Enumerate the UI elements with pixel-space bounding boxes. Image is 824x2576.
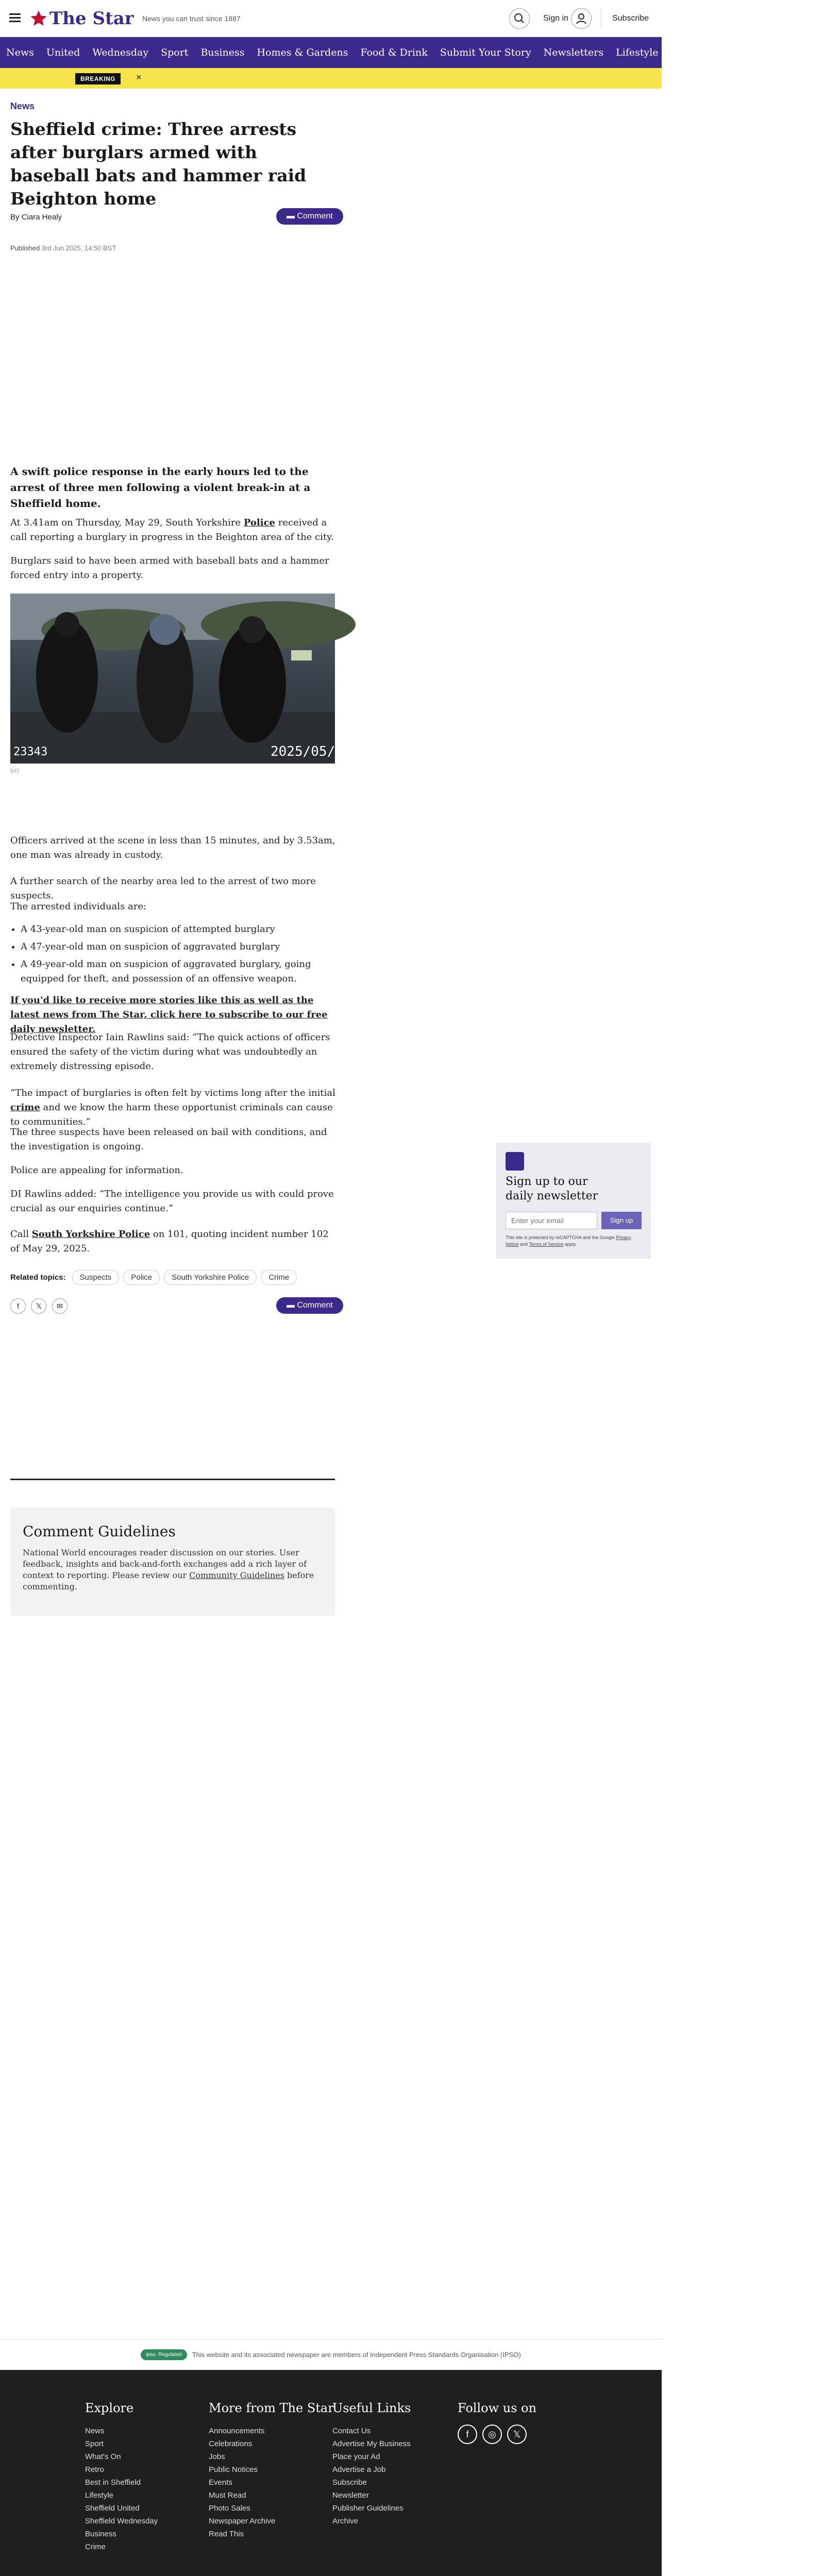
paragraph-7	[10, 1086, 340, 1129]
footer-link[interactable]: Advertise My Business	[332, 2439, 411, 2448]
footer-more	[209, 2401, 334, 2540]
footer-link[interactable]: What's On	[85, 2452, 121, 2461]
footer-follow	[458, 2401, 536, 2444]
comment-icon: ▬	[287, 1301, 297, 1310]
topic-tag[interactable]: Crime	[261, 1270, 297, 1285]
footer-link[interactable]: Advertise a Job	[332, 2465, 386, 2474]
related-label: Related topics:	[10, 1273, 66, 1282]
footer-more-title: More from The Star	[209, 2401, 334, 2415]
privacy-link[interactable]: Privacy Notice	[506, 1235, 631, 1247]
footer-link[interactable]: Lifestyle	[85, 2491, 114, 2500]
nav-item-business[interactable]: Business	[200, 47, 245, 58]
arrested-list	[21, 922, 335, 986]
comment-guidelines-title: Comment Guidelines	[23, 1523, 176, 1540]
image-overlay-id: 23343	[13, 745, 48, 758]
nav-item-news[interactable]: News	[6, 47, 34, 58]
x-twitter-icon[interactable]: 𝕏	[31, 1298, 46, 1314]
tagline: News you can trust since 1887	[142, 14, 241, 23]
footer-useful	[332, 2401, 411, 2528]
comment-button-bottom[interactable]	[276, 1297, 343, 1314]
police-link[interactable]: Police	[243, 517, 275, 528]
footer-link[interactable]: Contact Us	[332, 2427, 371, 2435]
nav-item-sport[interactable]: Sport	[161, 47, 189, 58]
nav-item-advertise[interactable]: Advertise	[770, 47, 818, 58]
facebook-icon[interactable]: f	[458, 2425, 477, 2444]
comment-guidelines-body	[23, 1547, 323, 1592]
site-logo[interactable]	[30, 7, 134, 30]
p1-text-a: At 3.41am on Thursday, May 29, South Yorkshire	[10, 517, 244, 528]
menu-icon[interactable]	[9, 13, 21, 23]
star-logo-icon	[30, 10, 47, 27]
close-icon[interactable]: ×	[136, 72, 142, 82]
p7-text-b: and we know the harm these opportunist criminals can cause to communities.”	[10, 1102, 333, 1127]
comment-button-label: Comment	[297, 1301, 333, 1310]
footer-link[interactable]: Publisher Guidelines	[332, 2504, 403, 2513]
crime-link[interactable]: crime	[10, 1102, 40, 1113]
logo-text: The Star	[49, 8, 134, 29]
subscribe-link[interactable]: Subscribe	[612, 14, 649, 23]
footer-link[interactable]: Archive	[332, 2517, 359, 2526]
footer-link[interactable]: Read This	[209, 2530, 244, 2538]
image-overlay-date: 2025/05/	[271, 744, 335, 759]
footer-link[interactable]: Subscribe	[332, 2478, 367, 2487]
paragraph-8: The three suspects have been released on bail with conditions, and the investigation is ongoing.	[10, 1127, 327, 1152]
nav-item-e-paper[interactable]: e-Paper	[670, 47, 709, 58]
nav-item-submit-your-story[interactable]: Submit Your Story	[440, 47, 531, 58]
footer-link[interactable]: Newspaper Archive	[209, 2517, 276, 2526]
section-label[interactable]: News	[10, 101, 35, 111]
ipso-text: This website and its associated newspaper are members of Independent Press Standards Organisation (IPSO)	[192, 2351, 521, 2359]
footer-link[interactable]: Best in Sheffield	[85, 2478, 141, 2487]
p11-text-b: on 101, quoting incident number 102 of May 29, 2025.	[10, 1229, 329, 1254]
footer-useful-title: Useful Links	[332, 2401, 411, 2415]
paragraph-3: Officers arrived at the scene in less than 15 minutes, and by 3.53am, one man was already in custody.	[10, 835, 335, 860]
nav-item-puzzles[interactable]: Puzzles	[720, 47, 759, 58]
nav-item-lifestyle[interactable]: Lifestyle	[616, 47, 659, 58]
footer-link[interactable]: Retro	[85, 2465, 104, 2474]
footer-link[interactable]: Public Notices	[209, 2465, 258, 2474]
footer-link[interactable]: Sheffield United	[85, 2504, 140, 2513]
facebook-icon[interactable]: f	[10, 1298, 26, 1314]
newsletter-link[interactable]: If you'd like to receive more stories like this as well as the latest news from The Star, click here to subscribe to our free daily newsletter.	[10, 995, 328, 1035]
paragraph-9: Police are appealing for information.	[10, 1165, 183, 1176]
recaptcha-text: This site is protected by reCAPTCHA and the Google	[506, 1235, 616, 1240]
footer-link[interactable]: Business	[85, 2530, 116, 2538]
paragraph-1	[10, 516, 340, 545]
x-twitter-icon[interactable]: 𝕏	[507, 2425, 527, 2444]
newsletter-title: Sign up to our daily newsletter	[506, 1175, 598, 1202]
nav-item-newsletters[interactable]: Newsletters	[543, 47, 604, 58]
footer-link[interactable]: Celebrations	[209, 2439, 253, 2448]
published-label: Published	[10, 244, 40, 252]
paragraph-11	[10, 1227, 340, 1256]
published-date: 3rd Jun 2025, 14:50 BST	[41, 244, 116, 252]
related-topics	[10, 1270, 340, 1285]
footer-explore	[85, 2401, 158, 2553]
p11-text-a: Call	[10, 1229, 32, 1240]
comment-guidelines	[10, 1507, 335, 1616]
comment-button[interactable]	[276, 208, 343, 225]
headline: Sheffield crime: Three arrests after burglars armed with baseball bats and hammer raid Beighton home	[10, 119, 307, 209]
guidelines-text-b: before commenting.	[23, 1570, 314, 1591]
ad-slot	[10, 258, 335, 453]
nav-item-food-drink[interactable]: Food & Drink	[360, 47, 428, 58]
article-image[interactable]	[10, 594, 335, 764]
footer-link[interactable]: Place your Ad	[332, 2452, 380, 2461]
breaking-bar	[0, 68, 662, 89]
newsletter-icon	[506, 1152, 524, 1171]
apply-text: apply.	[563, 1242, 577, 1247]
nav-item-united[interactable]: United	[46, 47, 80, 58]
terms-link[interactable]: Terms of Service	[529, 1242, 564, 1247]
footer-link[interactable]: Photo Sales	[209, 2504, 250, 2513]
instagram-icon[interactable]: ◎	[482, 2425, 502, 2444]
byline[interactable]: By Ciara Healy	[10, 213, 62, 222]
sign-in-link[interactable]: Sign in	[543, 14, 568, 23]
footer-link[interactable]: Newsletter	[332, 2491, 369, 2500]
email-icon[interactable]: ✉	[52, 1298, 68, 1314]
nav-item-homes-gardens[interactable]: Homes & Gardens	[257, 47, 348, 58]
newsletter-signup	[496, 1143, 651, 1259]
email-field[interactable]	[506, 1212, 597, 1229]
footer-link[interactable]: Must Read	[209, 2491, 246, 2500]
paragraph-5: The arrested individuals are:	[10, 901, 147, 912]
guidelines-text-a: National World encourages reader discussion on our stories. User feedback, insights and back-and-forth exchanges add a rich layer of context to reporting. Please review our	[23, 1548, 307, 1580]
comment-button-label: Comment	[297, 212, 333, 221]
paragraph-2: Burglars said to have been armed with baseball bats and a hammer forced entry into a property.	[10, 555, 329, 581]
footer-explore-title: Explore	[85, 2401, 134, 2415]
search-icon[interactable]	[509, 8, 530, 29]
ipso-badge[interactable]: ipso. Regulated	[141, 2349, 187, 2360]
ipso-strip	[0, 2339, 662, 2370]
share-bar	[10, 1298, 71, 1314]
footer-link[interactable]: News	[85, 2427, 105, 2435]
p1-text-b: received a call reporting a burglary in progress in the Beighton area of the city.	[10, 517, 334, 543]
footer-link[interactable]: Announcements	[209, 2427, 265, 2435]
list-item: • A 47-year-old man on suspicion of aggravated burglary	[21, 940, 335, 954]
sign-up-button[interactable]: Sign up	[601, 1212, 642, 1229]
p7-text-a: “The impact of burglaries is often felt by victims long after the initial	[10, 1088, 335, 1098]
paragraph-4: A further search of the nearby area led to the arrest of two more suspects.	[10, 876, 316, 901]
footer-link[interactable]: Crime	[85, 2543, 106, 2551]
paragraph-10: DI Rawlins added: “The intelligence you provide us with could prove crucial as our enquiries continue.”	[10, 1189, 334, 1214]
topic-tag[interactable]: South Yorkshire Police	[164, 1270, 257, 1285]
topic-tag[interactable]: Police	[123, 1270, 160, 1285]
standfirst: A swift police response in the early hours led to the arrest of three men following a violent break-in at a Sheffield home.	[10, 465, 311, 510]
and-text: and	[518, 1242, 529, 1247]
syp-link[interactable]: South Yorkshire Police	[31, 1229, 150, 1240]
image-caption: (cr)	[10, 768, 19, 774]
footer-link[interactable]: Sheffield Wednesday	[85, 2517, 158, 2526]
list-item: • A 43-year-old man on suspicion of attempted burglary	[21, 922, 335, 937]
footer-follow-title: Follow us on	[458, 2401, 537, 2415]
footer-link[interactable]: Sport	[85, 2439, 104, 2448]
nav-item-wednesday[interactable]: Wednesday	[92, 47, 149, 58]
footer-link[interactable]: Jobs	[209, 2452, 225, 2461]
topic-tag[interactable]: Suspects	[72, 1270, 120, 1285]
recaptcha-notice	[506, 1234, 642, 1248]
published	[10, 244, 116, 252]
paragraph-6: Detective Inspector Iain Rawlins said: “The quick actions of officers ensured the safety of the victim during what was undoubtedly an extremely distressing episode.	[10, 1032, 330, 1072]
footer-link[interactable]: Events	[209, 2478, 232, 2487]
breaking-label: BREAKING	[75, 73, 121, 84]
site-footer	[0, 2370, 662, 2576]
police-arrest-photo	[10, 594, 335, 764]
site-header	[0, 0, 662, 37]
list-item: • A 49-year-old man on suspicion of aggravated burglary, going equipped for theft, and possession of an offensive weapon.	[21, 957, 335, 986]
community-guidelines-link[interactable]: Community Guidelines	[189, 1570, 284, 1580]
comment-icon: ▬	[287, 212, 297, 221]
divider	[10, 1479, 335, 1480]
account-icon[interactable]	[571, 8, 592, 29]
main-nav	[0, 37, 818, 68]
